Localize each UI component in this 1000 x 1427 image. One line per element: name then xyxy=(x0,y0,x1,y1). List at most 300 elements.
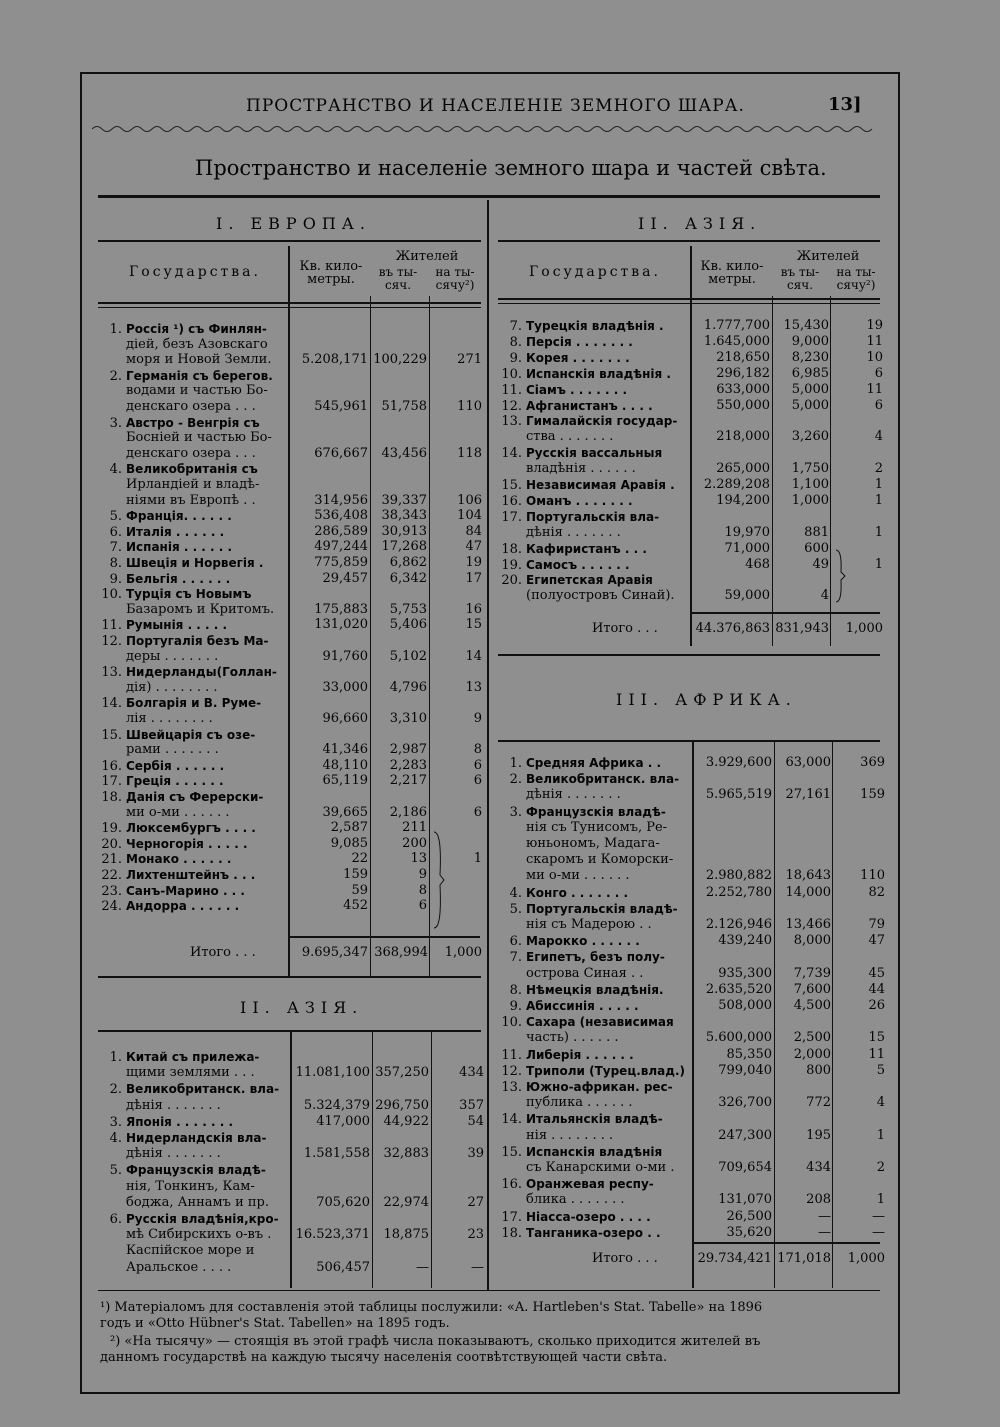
cell-pop: 18,875 xyxy=(383,1227,429,1243)
row-label: діей, безъ Азовскаго xyxy=(126,336,268,352)
cell-pop: 3,260 xyxy=(791,429,829,445)
cell-per: — xyxy=(872,1224,885,1240)
table-row-text xyxy=(496,478,675,493)
row-label: Ніасса-озеро . . . . xyxy=(526,1209,651,1224)
main-title: Пространство и населеніе земного шара и частей свѣта. xyxy=(195,156,827,180)
cell-pop: 6,862 xyxy=(389,555,427,570)
cell-per: 6 xyxy=(874,365,883,381)
table-row-text xyxy=(96,665,277,680)
row-number: 22. xyxy=(101,868,122,883)
cell-area: 5.208,171 xyxy=(301,352,368,368)
rule xyxy=(98,976,481,978)
cell-per: — xyxy=(872,1208,885,1224)
cell-pop: 1,100 xyxy=(791,477,829,492)
cell-per: 2 xyxy=(876,1160,885,1175)
cell-per: 11 xyxy=(866,333,883,349)
table-row-text xyxy=(96,681,218,695)
cell-per: 11 xyxy=(868,1046,885,1062)
row-number: 21. xyxy=(101,852,122,868)
row-label: Триполи (Турец.влад.) xyxy=(526,1063,685,1078)
row-label: Германія съ берегов. xyxy=(126,368,273,383)
table-row-text xyxy=(96,634,269,649)
row-label: Афганистанъ . . . . xyxy=(526,398,653,413)
row-number: 23. xyxy=(101,883,122,899)
cell-per: 1 xyxy=(874,556,883,572)
table-row-text xyxy=(496,772,679,787)
table-row-text xyxy=(96,759,224,774)
cell-pop: 39,337 xyxy=(381,492,427,508)
row-number: 12. xyxy=(501,1063,522,1079)
cell-per: 84 xyxy=(465,523,482,539)
row-label: денскаго озера . . . xyxy=(126,445,256,461)
row-label: мѣ Сибирскихъ о-въ . xyxy=(126,1227,272,1243)
table-row-text xyxy=(496,967,643,981)
table-row-text xyxy=(96,1099,221,1113)
row-label: Португальскія владѣ- xyxy=(526,901,678,916)
col-pop-th: въ ты-сяч. xyxy=(780,265,820,292)
table-row-text xyxy=(496,869,630,883)
cell-pop: 5,000 xyxy=(791,397,829,413)
row-number: 11. xyxy=(101,618,122,634)
cell-area: 11.081,100 xyxy=(295,1065,370,1081)
table-row-text xyxy=(96,353,271,367)
row-number: 13. xyxy=(501,414,522,430)
row-number: 19. xyxy=(501,557,522,573)
europe-total-label: Итого . . . xyxy=(190,945,256,960)
row-number: 8. xyxy=(109,556,122,571)
cell-area: 19,970 xyxy=(724,524,770,540)
cell-pop: 8,230 xyxy=(791,349,829,365)
row-number: 10. xyxy=(501,1015,522,1031)
row-number: 13. xyxy=(101,665,122,681)
table-row-text xyxy=(96,1180,255,1194)
center-divider xyxy=(487,200,489,1290)
row-number: 4. xyxy=(109,462,122,478)
table-row-text xyxy=(496,335,633,350)
table-row-text xyxy=(496,821,667,835)
row-label: Турція съ Новымъ xyxy=(126,587,252,602)
table-row-text xyxy=(96,774,224,789)
row-label: Абиссинія . . . . . xyxy=(526,999,639,1013)
cell-area: 247,300 xyxy=(718,1127,772,1143)
table-row-text xyxy=(96,447,256,461)
row-label: ми о-ми . . . . . . xyxy=(126,804,230,820)
row-label: Египетская Аравія xyxy=(526,573,653,588)
row-label: дѣнія . . . . . . . xyxy=(526,524,621,540)
cell-pop: — xyxy=(818,1208,831,1224)
cell-pop: 2,500 xyxy=(793,1030,831,1046)
row-number: 10. xyxy=(501,366,522,382)
row-number: 18. xyxy=(501,1225,522,1241)
title-rule xyxy=(98,195,880,198)
table-row-text xyxy=(96,572,230,587)
row-label: ніями въ Европѣ . . xyxy=(126,492,256,508)
row-number: 6. xyxy=(509,934,522,950)
table-row-text xyxy=(96,1228,271,1242)
row-label: Нидерландскія вла- xyxy=(126,1131,267,1145)
cell-pop: 357,250 xyxy=(375,1065,429,1081)
row-label: дѣнія . . . . . . . xyxy=(126,1146,221,1162)
cell-area: 131,020 xyxy=(314,617,368,633)
cell-per: 110 xyxy=(860,868,885,884)
table-row-text xyxy=(496,983,664,998)
cell-area: 85,350 xyxy=(726,1046,772,1062)
footnote-2b: данномъ государствѣ на каждую тысячу населенія соотвѣтствующей части свѣта. xyxy=(100,1350,668,1365)
cell-area: 3.929,600 xyxy=(705,755,772,770)
rule xyxy=(498,740,880,742)
table-row-text xyxy=(496,788,621,802)
row-number: 9. xyxy=(509,350,522,366)
row-label: владѣнія . . . . . . xyxy=(526,461,636,477)
row-number: 11. xyxy=(501,1047,522,1063)
table-row-text xyxy=(496,1145,662,1160)
rule xyxy=(498,298,880,300)
col-area: Кв. кило-метры. xyxy=(700,259,764,287)
cell-area: 550,000 xyxy=(716,397,770,413)
row-number: 16. xyxy=(501,493,522,509)
cell-per: 27 xyxy=(467,1194,484,1210)
table-row-text xyxy=(96,416,260,431)
row-number: 3. xyxy=(109,1114,122,1130)
row-number: 1. xyxy=(509,756,522,771)
cell-area: 5.965,519 xyxy=(705,787,772,803)
footnote-1a: ¹) Матеріаломъ для составленія этой таблицы послужили: «A. Hartleben's Stat. Tabelle» на 1896 xyxy=(100,1300,763,1315)
row-label: острова Синая . . xyxy=(526,965,644,981)
row-label: Бельгія . . . . . . xyxy=(126,571,231,586)
table-row-text xyxy=(496,399,653,414)
row-label: Великобританія съ xyxy=(126,462,258,477)
cell-pop: 15,430 xyxy=(783,318,829,333)
row-number: 11. xyxy=(501,382,522,398)
table-row-text xyxy=(96,728,255,743)
cell-pop: 5,753 xyxy=(389,601,427,617)
cell-area: 96,660 xyxy=(322,711,368,726)
table-row-text xyxy=(496,367,671,382)
table-row-text xyxy=(496,383,627,398)
table-row-text xyxy=(96,837,248,852)
table-row-text xyxy=(96,1082,279,1097)
row-label: часть) . . . . . . xyxy=(526,1030,619,1046)
row-number: 6. xyxy=(109,1212,122,1227)
row-label: нія . . . . . . . . xyxy=(526,1127,614,1143)
cell-per: 159 xyxy=(860,787,885,803)
table-row-text xyxy=(496,886,628,901)
cell-per: 1 xyxy=(473,851,482,867)
cell-pop: 22,974 xyxy=(383,1194,429,1210)
table-row-text xyxy=(96,1163,266,1178)
cell-area: 175,883 xyxy=(314,601,368,617)
table-row-text xyxy=(96,322,267,337)
cell-area: 265,000 xyxy=(716,461,770,477)
cell-per: 4 xyxy=(874,429,883,445)
col-state: Государства. xyxy=(129,264,261,280)
cell-area: 497,244 xyxy=(314,539,368,555)
table-row-text xyxy=(96,1261,231,1275)
row-number: 15. xyxy=(101,727,122,743)
table-row-text xyxy=(496,510,659,525)
cell-area: 59 xyxy=(351,882,368,898)
table-row-text xyxy=(96,587,251,602)
row-number: 8. xyxy=(509,334,522,350)
row-label: Средняя Африка . . xyxy=(526,756,662,770)
row-label: водами и частью Бо- xyxy=(126,383,268,399)
table-row-text xyxy=(96,1244,254,1258)
cell-per: 47 xyxy=(465,539,482,555)
row-label: Независимая Аравія . xyxy=(526,478,675,492)
cell-pop: 13,466 xyxy=(785,917,831,932)
cell-area: 296,182 xyxy=(716,365,770,381)
cell-pop: 800 xyxy=(806,1062,831,1078)
cell-per: 271 xyxy=(457,352,482,368)
row-number: 12. xyxy=(101,634,122,649)
cell-per: 14 xyxy=(465,648,482,664)
ornamental-rule xyxy=(92,124,877,134)
cell-pop: 2,283 xyxy=(389,757,427,773)
cell-pop: 5,406 xyxy=(389,617,427,633)
table-row-text xyxy=(496,950,665,965)
table-row-text xyxy=(496,918,652,932)
cell-pop: 2,217 xyxy=(389,773,427,789)
col-pop-th: въ ты-сяч. xyxy=(378,265,418,292)
row-number: 3. xyxy=(509,804,522,820)
cell-area: 326,700 xyxy=(718,1095,772,1111)
cell-per: 19 xyxy=(866,318,883,333)
row-number: 19. xyxy=(101,821,122,837)
cell-per: 357 xyxy=(459,1097,484,1113)
cell-pop: 49 xyxy=(812,556,829,572)
row-number: 4. xyxy=(109,1131,122,1146)
cell-per: 4 xyxy=(876,1095,885,1111)
cell-area: 91,760 xyxy=(322,648,368,664)
cell-pop: 772 xyxy=(806,1095,831,1111)
africa-total-label: Итого . . . xyxy=(592,1251,658,1266)
row-label: Базаромъ и Критомъ. xyxy=(126,601,275,617)
row-label: Аральское . . . . xyxy=(126,1259,232,1275)
col-pop-per: на ты-сячу²) xyxy=(836,265,876,292)
cell-per: 44 xyxy=(868,981,885,997)
table-row-text xyxy=(496,853,673,867)
row-label: Франція. . . . . . xyxy=(126,509,232,524)
row-label: (полуостровъ Синай). xyxy=(526,588,675,604)
cell-per: 6 xyxy=(473,773,482,789)
rule xyxy=(498,240,880,242)
cell-pop: 6 xyxy=(418,898,427,914)
cell-area: 799,040 xyxy=(718,1062,772,1078)
cell-area: 218,000 xyxy=(716,429,770,445)
cell-per: 16 xyxy=(465,601,482,617)
cell-area: 39,665 xyxy=(322,804,368,820)
cell-per: 45 xyxy=(868,965,885,981)
row-label: Египетъ, безъ полу- xyxy=(526,950,665,965)
row-label: Самосъ . . . . . . xyxy=(526,557,630,572)
row-label: Сіамъ . . . . . . . xyxy=(526,382,627,397)
row-label: скаромъ и Коморски- xyxy=(526,852,674,868)
row-label: Румынія . . . . . xyxy=(126,618,228,633)
cell-pop: 6,985 xyxy=(791,365,829,381)
row-label: Русскія вассальныя xyxy=(526,446,663,461)
table-row-text xyxy=(96,618,227,633)
cell-per: 11 xyxy=(866,381,883,397)
cell-per: 1 xyxy=(874,477,883,492)
row-number: 18. xyxy=(101,790,122,805)
row-label: Данія съ Ферерски- xyxy=(126,790,264,804)
col-rule xyxy=(690,246,692,646)
row-number: 15. xyxy=(501,478,522,493)
rule xyxy=(98,240,481,242)
table-row-text xyxy=(96,494,256,508)
section-title-africa: III. АФРИКА. xyxy=(616,690,797,709)
row-number: 7. xyxy=(109,540,122,556)
row-label: Марокко . . . . . . xyxy=(526,934,640,949)
cell-per: 47 xyxy=(868,933,885,949)
cell-area: 705,620 xyxy=(316,1194,370,1210)
row-label: Болгарія и В. Руме- xyxy=(126,696,262,711)
row-label: Китай съ прилежа- xyxy=(126,1050,260,1064)
row-number: 3. xyxy=(109,415,122,431)
cell-per: 9 xyxy=(473,711,482,726)
asia-total-label: Итого . . . xyxy=(592,621,658,636)
row-label: блика . . . . . . . xyxy=(526,1192,625,1208)
section-title-europe: I. ЕВРОПА. xyxy=(216,214,371,233)
cell-area: 2.980,882 xyxy=(705,868,772,884)
cell-per: 6 xyxy=(473,757,482,773)
cell-area: 59,000 xyxy=(724,588,770,604)
table-row-text xyxy=(496,1177,654,1192)
table-row-text xyxy=(96,1212,279,1227)
table-row-text xyxy=(96,1131,266,1146)
row-label: Швейцарія съ озе- xyxy=(126,727,256,742)
cell-pop: — xyxy=(818,1224,831,1240)
row-number: 5. xyxy=(509,901,522,917)
row-label: дѣнія . . . . . . . xyxy=(526,787,621,803)
cell-area: 935,300 xyxy=(718,965,772,981)
cell-area: 33,000 xyxy=(322,679,368,695)
cell-pop: 881 xyxy=(804,524,829,540)
cell-pop: — xyxy=(416,1259,429,1275)
cell-area: 417,000 xyxy=(316,1113,370,1129)
row-number: 16. xyxy=(101,758,122,774)
row-label: Каспійское море и xyxy=(126,1243,255,1259)
table-row-text xyxy=(96,400,256,414)
table-row-text xyxy=(96,743,219,757)
row-label: Русскія владѣнія,кро- xyxy=(126,1212,279,1226)
cell-per: 15 xyxy=(465,617,482,633)
col-pop: Жителей xyxy=(395,249,459,264)
row-number: 14. xyxy=(501,1112,522,1128)
cell-pop: 8,000 xyxy=(793,933,831,949)
cell-area: 5.324,379 xyxy=(303,1097,370,1113)
cell-per: 6 xyxy=(473,804,482,820)
row-label: нія съ Мадерою . . xyxy=(526,917,652,932)
row-label: Танганика-озеро . . xyxy=(526,1225,661,1240)
cell-per: 23 xyxy=(467,1227,484,1243)
table-row-text xyxy=(496,351,630,366)
row-number: 17. xyxy=(501,1209,522,1225)
table-row-text xyxy=(496,1161,674,1175)
cell-area: 5.600,000 xyxy=(705,1030,772,1046)
cell-area: 314,956 xyxy=(314,492,368,508)
cell-pop: 7,600 xyxy=(793,981,831,997)
running-header: ПРОСТРАНСТВО И НАСЕЛЕНІЕ ЗЕМНОГО ШАРА. xyxy=(246,96,745,116)
brace-mark xyxy=(432,830,446,930)
row-label: Португальскія вла- xyxy=(526,509,660,524)
cell-area: 775,859 xyxy=(314,555,368,570)
cell-pop: 27,161 xyxy=(785,787,831,803)
cell-area: 16.523,371 xyxy=(295,1227,370,1243)
cell-pop: 5,000 xyxy=(791,381,829,397)
cell-pop: 9 xyxy=(418,867,427,882)
cell-pop: 44,922 xyxy=(383,1113,429,1129)
cell-area: 131,070 xyxy=(718,1192,772,1208)
cell-pop: 7,739 xyxy=(793,965,831,981)
row-label: денскаго озера . . . xyxy=(126,399,256,414)
cell-pop: 14,000 xyxy=(785,884,831,900)
cell-per: 10 xyxy=(866,349,883,365)
table-row-text xyxy=(96,696,261,711)
table-row-text xyxy=(496,589,675,603)
row-label: Испанскія владѣнія . xyxy=(526,366,671,381)
row-number: 24. xyxy=(101,899,122,915)
rule xyxy=(692,612,880,614)
row-label: Итальянскія владѣ- xyxy=(526,1112,663,1127)
table-row-text xyxy=(96,384,268,398)
row-label: Санъ-Марино . . . xyxy=(126,883,245,898)
row-number: 14. xyxy=(101,696,122,712)
cell-per: 1 xyxy=(874,492,883,508)
cell-area: 159 xyxy=(343,867,368,882)
row-number: 6. xyxy=(109,524,122,540)
row-label: нія съ Тунисомъ, Ре- xyxy=(526,819,668,835)
row-label: Конго . . . . . . . xyxy=(526,885,629,900)
table-row-text xyxy=(496,1015,674,1030)
cell-pop: 4,796 xyxy=(389,679,427,695)
cell-pop: 38,343 xyxy=(381,508,427,524)
row-label: Сербія . . . . . . xyxy=(126,758,225,773)
cell-pop: 9,000 xyxy=(791,333,829,349)
cell-per: 15 xyxy=(868,1030,885,1046)
col-pop: Жителей xyxy=(796,249,860,264)
row-label: боджа, Аннамъ и пр. xyxy=(126,1194,269,1210)
row-label: моря и Новой Земли. xyxy=(126,352,272,368)
row-label: Андорра . . . . . . xyxy=(126,899,240,914)
row-label: Испанія . . . . . . xyxy=(126,540,233,555)
rule xyxy=(694,1242,880,1244)
row-number: 1. xyxy=(109,322,122,337)
row-number: 20. xyxy=(101,836,122,852)
cell-pop: 1,750 xyxy=(791,461,829,477)
table-row-text xyxy=(496,319,664,334)
cell-area: 633,000 xyxy=(716,381,770,397)
cell-per: 82 xyxy=(868,884,885,900)
cell-pop: 43,456 xyxy=(381,445,427,461)
row-label: Люксембургъ . . . . xyxy=(126,821,256,836)
row-label: Французскія владѣ- xyxy=(126,1163,266,1178)
cell-per: 79 xyxy=(868,917,885,932)
cell-pop: 600 xyxy=(804,540,829,556)
cell-pop: 5,102 xyxy=(389,648,427,664)
table-row-text xyxy=(496,462,636,476)
table-row-text xyxy=(96,525,224,540)
cell-per: 2 xyxy=(874,461,883,477)
row-number: 7. xyxy=(509,950,522,966)
table-row-text xyxy=(496,430,613,444)
table-row-text xyxy=(96,603,274,617)
cell-area: 545,961 xyxy=(314,399,368,414)
table-row-text xyxy=(496,1210,651,1225)
row-label: Французскія владѣ- xyxy=(526,804,666,819)
cell-pop: 6,342 xyxy=(389,570,427,586)
cell-pop: 200 xyxy=(402,835,427,851)
